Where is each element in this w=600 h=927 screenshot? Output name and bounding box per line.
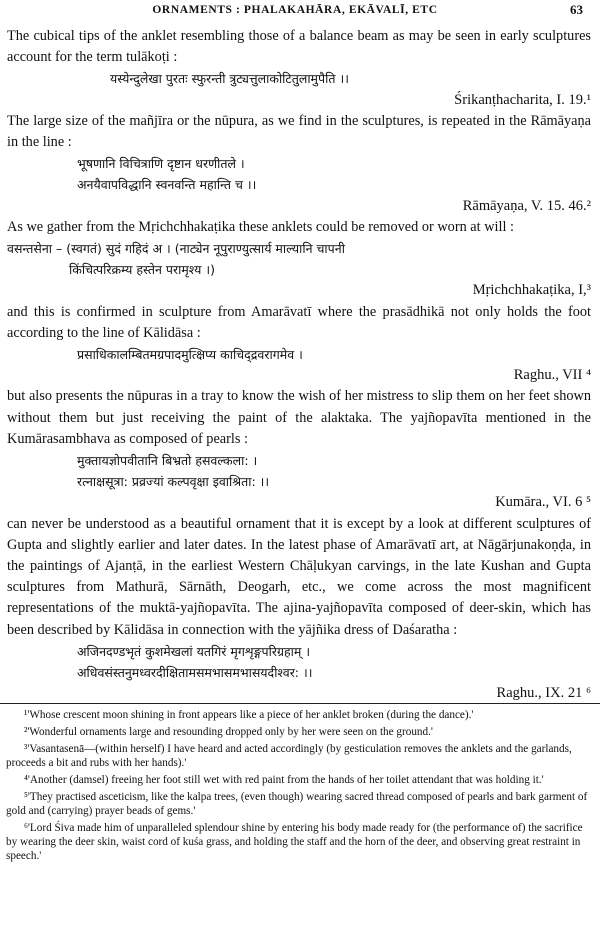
page-number: 63 [570,2,583,17]
paragraph-4: and this is confirmed in sculpture from Amarāvatī where the prasādhikā not only holds the foot according to the line of Kālidāsa : [7,303,591,341]
main-text [7,26,591,705]
paragraph-2: The large size of the mañjīra or the nūpura, as we find in the sculptures, is repeated in the Rāmāyaṇa in the line : [7,112,591,151]
footnote-5: ⁵'They practised asceticism, like the kalpa trees, (even though) wearing sacred thread composed of pearls and bark garment of gold and (carrying) prayer beads of gems.' [6,791,588,817]
footnote-6: ⁶'Lord Śiva made him of unparalleled splendour shine by entering his body made ready for (the performance of) the sacrifice by wearing the deer skin, waist cord of kuśa grass, and holding the staff and the horn of the deer, and observing great restraint in speech.' [6,822,583,862]
paragraph-3: As we gather from the Mṛichchhakaṭika these anklets could be removed or worn at will : [7,218,514,235]
footnotes [6,708,592,866]
citation-3: Mṛichchhakaṭika, I,³ [472,282,591,299]
citation-5: Kumāra., VI. 6 ⁵ [495,494,591,511]
citation-6: Raghu., IX. 21 ⁶ [496,685,591,702]
footnote-divider [0,703,600,704]
sanskrit-quote-3a: वसन्तसेना – (स्वगतं) सुदं गहिदं अ । (नाट्येन नूपुराण्युत्सार्य माल्यानि चापनी [7,241,345,257]
sanskrit-quote-3b: किंचित्परिक्रम्य हस्तेन परामृश्य ।) [69,262,215,278]
paragraph-6: can never be understood as a beautiful ornament that it is except by a look at different sculptures of Gupta and slightly earlier and later dates. In the latest phase of Amarāvatī art, at Nāgārjunakoṇḍa, in the paintings of Ajanṭā, in the earliest Western Chāḷukyan carvings, in the late Kushan and Gupta sculptures from Mathurā, Sārnāth, Deogarh, etc., we come across the most magnificent representations of the muktā-yajñopavīta. The ajina-yajñopavīta composed of deer-skin, which has been described by Kālidāsa in connection with the yājñika dress of Daśaratha : [7,515,591,638]
citation-4: Raghu., VII ⁴ [513,367,591,384]
footnote-3: ³'Vasantasenā—(within herself) I have heard and acted accordingly (by gesticulation removes the anklets and the garlands, proceeds a bit and rubs with her hands).' [6,743,572,769]
sanskrit-quote-5a: मुक्तायज्ञोपवीतानि बिभ्रतो हसवल्कला: । [77,453,258,469]
sanskrit-quote-1: यस्येन्दुलेखा पुरतः स्फुरन्ती त्रुट्यत्तुलाकोटितुलामुपैति ।। [110,71,349,87]
sanskrit-quote-6b: अधिवसंस्तनुमध्वरदीक्षितामसमभासमभासयदीश्वर: ।। [77,665,313,681]
citation-1: Śrikanṭhacharita, I. 19.¹ [454,91,591,108]
sanskrit-quote-5b: रत्नाक्षसूत्रा: प्रव्रज्यां कल्पवृक्षा इवाश्रिता: ।। [77,474,270,490]
footnote-4: ⁴'Another (damsel) freeing her foot still wet with red paint from the hands of her toilet attendant that was holding it.' [24,774,544,786]
footnote-1: ¹'Whose crescent moon shining in front appears like a piece of her anklet broken (during the dance).' [24,709,474,721]
sanskrit-quote-2a: भूषणानि विचित्राणि दृष्टान धरणीतले । [77,156,245,172]
sanskrit-quote-6a: अजिनदण्डभृतं कुशमेखलां यतगिरं मृगशृङ्गपरिग्रहाम् । [77,643,311,659]
citation-2: Rāmāyaṇa, V. 15. 46.² [462,197,591,214]
paragraph-5: but also presents the nūpuras in a tray to know the wish of her mistress to slip them on her feet shown without them but just receiving the paint of the alaktaka. The yajñopavīta mentioned in the Kumārasambhava as composed of pearls : [7,388,591,447]
running-header: ORNAMENTS : PHALAKAHĀRA, EKĀVALĪ, ETC [152,4,438,16]
sanskrit-quote-4: प्रसाधिकालम्बितमग्रपादमुत्क्षिप्य काचिद्द्रवरागमेव । [77,347,303,363]
footnote-2: ²'Wonderful ornaments large and resounding dropped only by her were seen on the ground.' [24,726,433,738]
paragraph-1: The cubical tips of the anklet resembling those of a balance beam as may be seen in early sculptures account for the term tulākoṭi : [7,28,591,66]
sanskrit-quote-2b: अनयैवापविद्धानि स्वनवन्ति महान्ति च ।। [77,177,257,193]
